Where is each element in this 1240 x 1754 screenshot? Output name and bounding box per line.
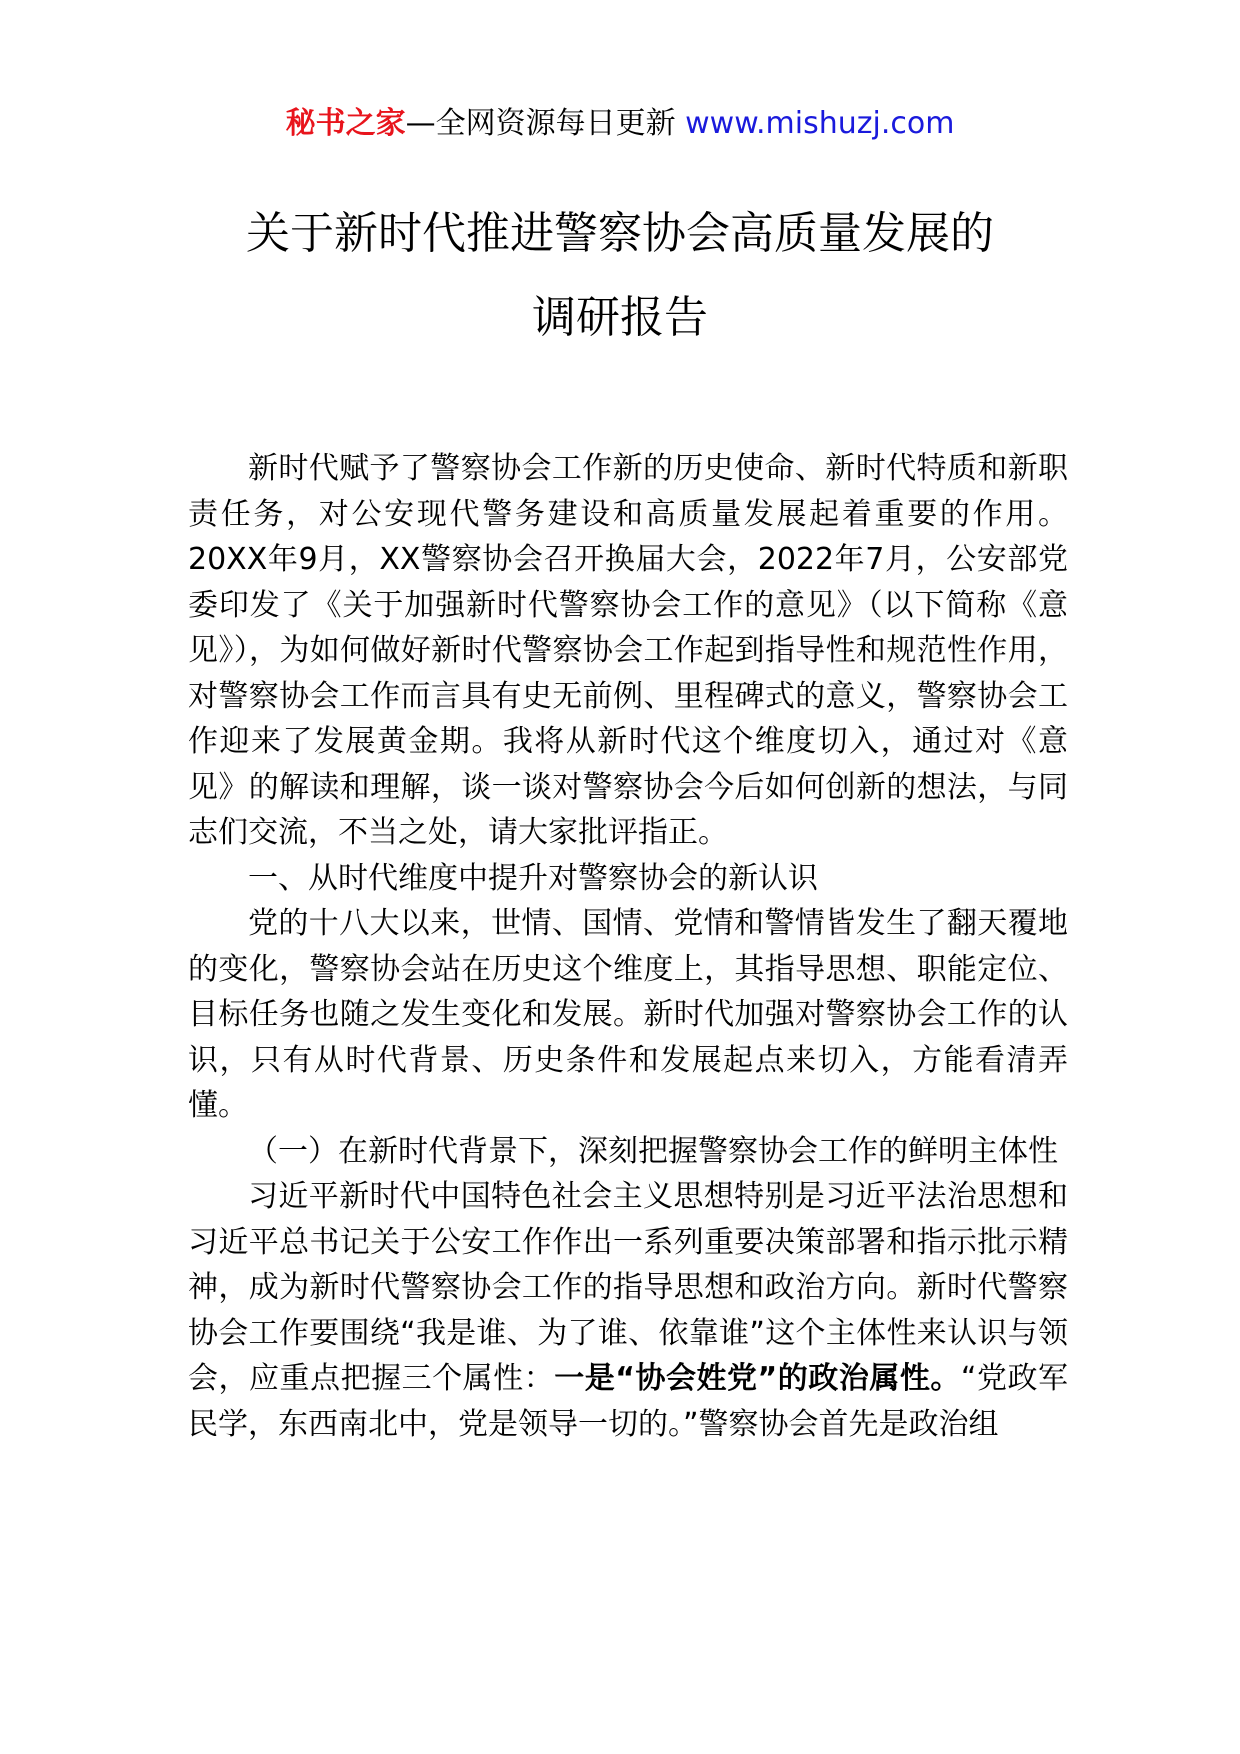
- document-title-line-1: 关于新时代推进警察协会高质量发展的: [246, 208, 994, 259]
- section-heading-1: 一、从时代维度中提升对警察协会的新认识: [248, 860, 818, 896]
- subsection-paragraph-1: [188, 1174, 1068, 1447]
- document-title-line-2: 调研报告: [532, 292, 708, 343]
- bold-point-1: 一是“协会姓党”的政治属性。: [554, 1361, 961, 1396]
- header-url-link[interactable]: www.mishuzj.com: [685, 106, 955, 141]
- page-header: [0, 104, 1240, 144]
- paragraph-text: 习近平新时代中国特色社会主义思想特别是习近平法治思想和习近平总书记关于公安工作作出一系列重要决策部署和指示批示精神，成为新时代警察协会工作的指导思想和政治方向。新时代警察协会工作要围绕“我是谁、为了谁、依靠谁”这个主体性来认识与领会，应重点把握三个属性：: [188, 1179, 1068, 1396]
- intro-paragraph: 新时代赋予了警察协会工作新的历史使命、新时代特质和新职责任务，对公安现代警务建设和高质量发展起着重要的作用。20XX年9月，XX警察协会召开换届大会，2022年7月，公安部党委印发了《关于加强新时代警察协会工作的意见》（以下简称《意见》），为如何做好新时代警察协会工作起到指导性和规范性作用，对警察协会工作而言具有史无前例、里程碑式的意义，警察协会工作迎来了发展黄金期。我将从新时代这个维度切入，通过对《意见》的解读和理解，谈一谈对警察协会今后如何创新的想法，与同志们交流，不当之处，请大家批评指正。: [188, 451, 1068, 850]
- subsection-heading-1: （一）在新时代背景下，深刻把握警察协会工作的鲜明主体性: [248, 1133, 1058, 1169]
- header-slogan: —全网资源每日更新: [405, 106, 676, 141]
- brand-name: 秘书之家: [285, 106, 406, 141]
- paragraph-text-continued: “党政军民学，东西南北中，党是领导一切的。”警察协会首先是政治组: [188, 1361, 1069, 1442]
- section-paragraph-1: 党的十八大以来，世情、国情、党情和警情皆发生了翻天覆地的变化，警察协会站在历史这个维度上，其指导思想、职能定位、目标任务也随之发生变化和发展。新时代加强对警察协会工作的认识，只有从时代背景、历史条件和发展起点来切入，方能看清弄懂。: [188, 906, 1068, 1123]
- document-body: [188, 446, 1068, 1447]
